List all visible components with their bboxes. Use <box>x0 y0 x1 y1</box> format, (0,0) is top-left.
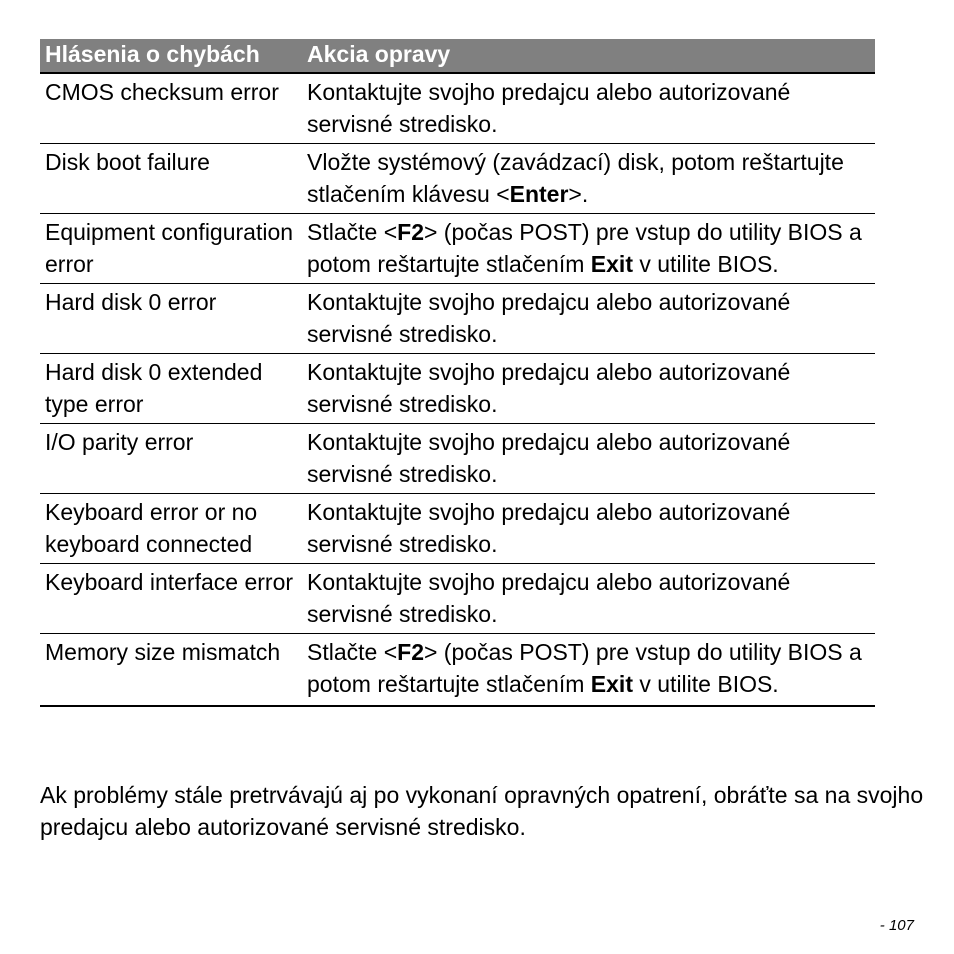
table-row <box>40 354 875 424</box>
closing-note: Ak problémy stále pretrvávajú aj po vykonaní opravných opatrení, obráťte sa na svojho predajcu alebo autorizované servisné stredisko. <box>40 782 924 840</box>
corrective-action-cell <box>302 144 875 214</box>
header-corrective-action: Akcia opravy <box>302 39 875 73</box>
key-name: Exit <box>590 671 633 697</box>
action-text: Kontaktujte svojho predajcu alebo autorizované servisné stredisko. <box>307 359 791 417</box>
action-text: v utilite BIOS. <box>632 671 779 697</box>
key-name: Enter <box>509 181 569 207</box>
table-row <box>40 494 875 564</box>
error-message-cell: Disk boot failure <box>40 144 302 214</box>
error-messages-table <box>40 39 875 707</box>
table-row <box>40 424 875 494</box>
table-row <box>40 284 875 354</box>
action-text: Kontaktujte svojho predajcu alebo autorizované servisné stredisko. <box>307 429 791 487</box>
error-message-cell: Equipment configuration error <box>40 214 302 284</box>
error-message-cell: CMOS checksum error <box>40 73 302 144</box>
corrective-action-cell <box>302 354 875 424</box>
error-message-cell: Hard disk 0 error <box>40 284 302 354</box>
corrective-action-cell <box>302 494 875 564</box>
action-text: > (počas POST) pre vstup do utility BIOS a potom reštartujte stlačením <box>307 639 862 697</box>
error-message-cell: Memory size mismatch <box>40 634 302 707</box>
table-row <box>40 73 875 144</box>
error-message-cell: Keyboard error or no keyboard connected <box>40 494 302 564</box>
key-name: F2 <box>397 639 424 665</box>
action-text: Vložte systémový (zavádzací) disk, potom reštartujte stlačením klávesu < <box>307 149 844 207</box>
table-row <box>40 144 875 214</box>
table-body <box>40 73 875 706</box>
table-row <box>40 634 875 707</box>
table-header-row <box>40 39 875 73</box>
action-text: v utilite BIOS. <box>632 251 779 277</box>
action-text: Kontaktujte svojho predajcu alebo autorizované servisné stredisko. <box>307 499 791 557</box>
error-message-cell: I/O parity error <box>40 424 302 494</box>
error-message-cell: Hard disk 0 extended type error <box>40 354 302 424</box>
corrective-action-cell <box>302 284 875 354</box>
page-number: - 107 <box>879 917 914 934</box>
corrective-action-cell <box>302 564 875 634</box>
corrective-action-cell <box>302 634 875 707</box>
corrective-action-cell <box>302 214 875 284</box>
action-text: Kontaktujte svojho predajcu alebo autorizované servisné stredisko. <box>307 569 791 627</box>
header-error-messages: Hlásenia o chybách <box>40 39 302 73</box>
key-name: F2 <box>397 219 424 245</box>
error-message-cell: Keyboard interface error <box>40 564 302 634</box>
action-text: > (počas POST) pre vstup do utility BIOS a potom reštartujte stlačením <box>307 219 862 277</box>
action-text: Stlačte < <box>307 639 398 665</box>
action-text: Kontaktujte svojho predajcu alebo autorizované servisné stredisko. <box>307 79 791 137</box>
corrective-action-cell <box>302 424 875 494</box>
table-row <box>40 214 875 284</box>
action-text: >. <box>568 181 589 207</box>
action-text: Stlačte < <box>307 219 398 245</box>
action-text: Kontaktujte svojho predajcu alebo autorizované servisné stredisko. <box>307 289 791 347</box>
key-name: Exit <box>590 251 633 277</box>
table-row <box>40 564 875 634</box>
corrective-action-cell <box>302 73 875 144</box>
